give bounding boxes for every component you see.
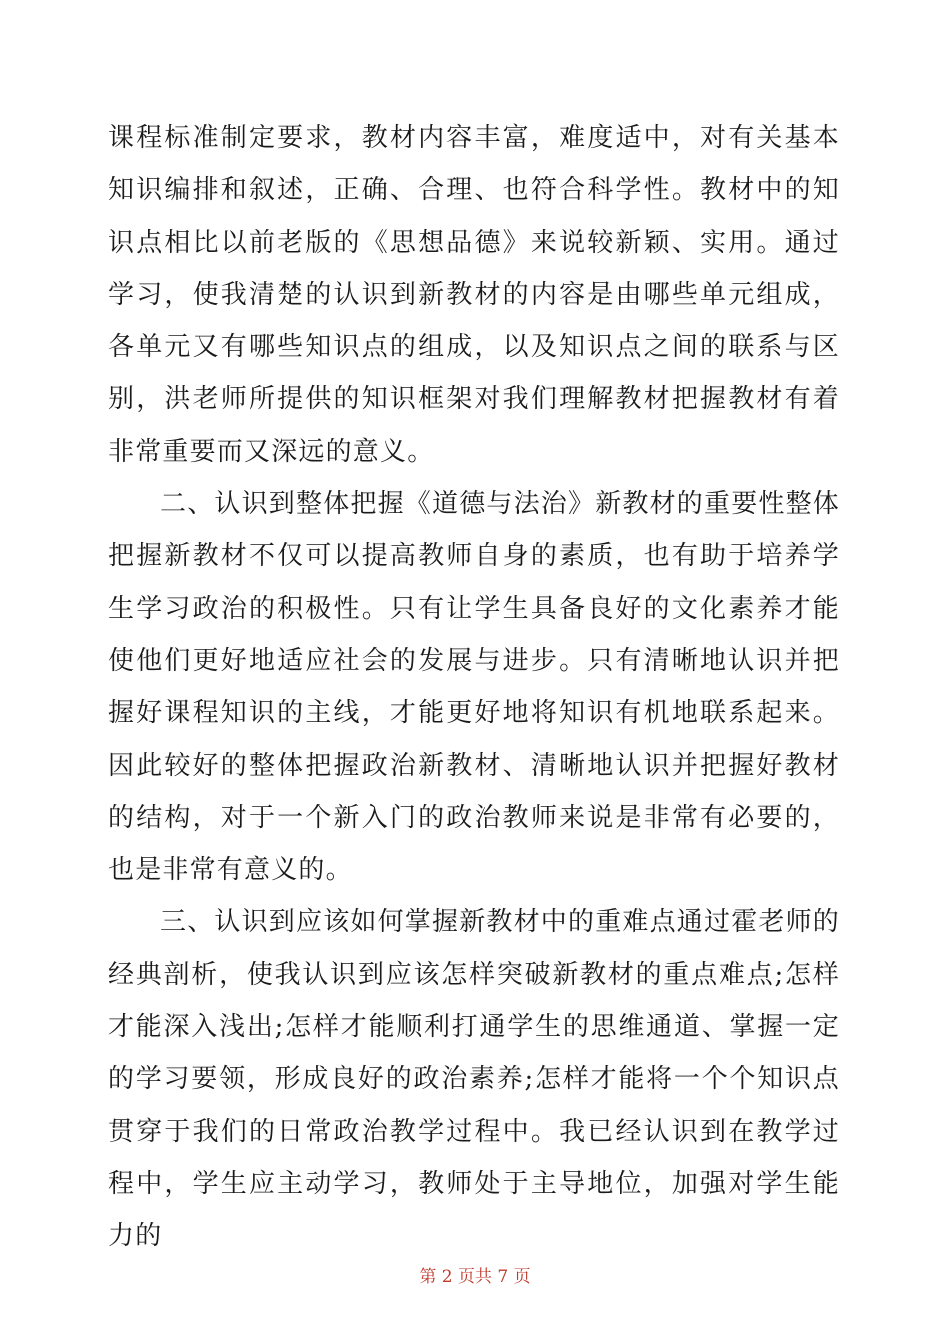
paragraph-2: 二、认识到整体把握《道德与法治》新教材的重要性整体把握新教材不仅可以提高教师自身的素质，也有助于培养学生学习政治的积极性。只有让学生具备良好的文化素养才能使他们更好地适应社会的发展与进步。只有清晰地认识并把握好课程知识的主线，才能更好地将知识有机地联系起来。因此较好的整体把握政治新教材、清晰地认识并把握好教材的结构，对于一个新入门的政治教师来说是非常有必要的，也是非常有意义的。 [108,489,841,886]
paragraph-1: 课程标准制定要求，教材内容丰富，难度适中，对有关基本知识编排和叙述，正确、合理、也符合科学性。教材中的知识点相比以前老版的《思想品德》来说较新颖、实用。通过学习，使我清楚的认识到新教材的内容是由哪些单元组成，各单元又有哪些知识点的组成，以及知识点之间的联系与区别，洪老师所提供的知识框架对我们理解教材把握教材有着非常重要而又深远的意义。 [108,123,840,467]
page-body [108,112,840,1263]
paragraph-3: 三、认识到应该如何掌握新教材中的重难点通过霍老师的经典剖析，使我认识到应该怎样突破新教材的重点难点;怎样才能深入浅出;怎样才能顺利打通学生的思维通道、掌握一定的学习要领，形成良好的政治素养;怎样才能将一个个知识点贯穿于我们的日常政治教学过程中。我已经认识到在教学过程中，学生应主动学习，教师处于主导地位，加强对学生能力的 [108,907,841,1252]
page-footer: 第 2 页共 7 页 [419,1267,531,1287]
